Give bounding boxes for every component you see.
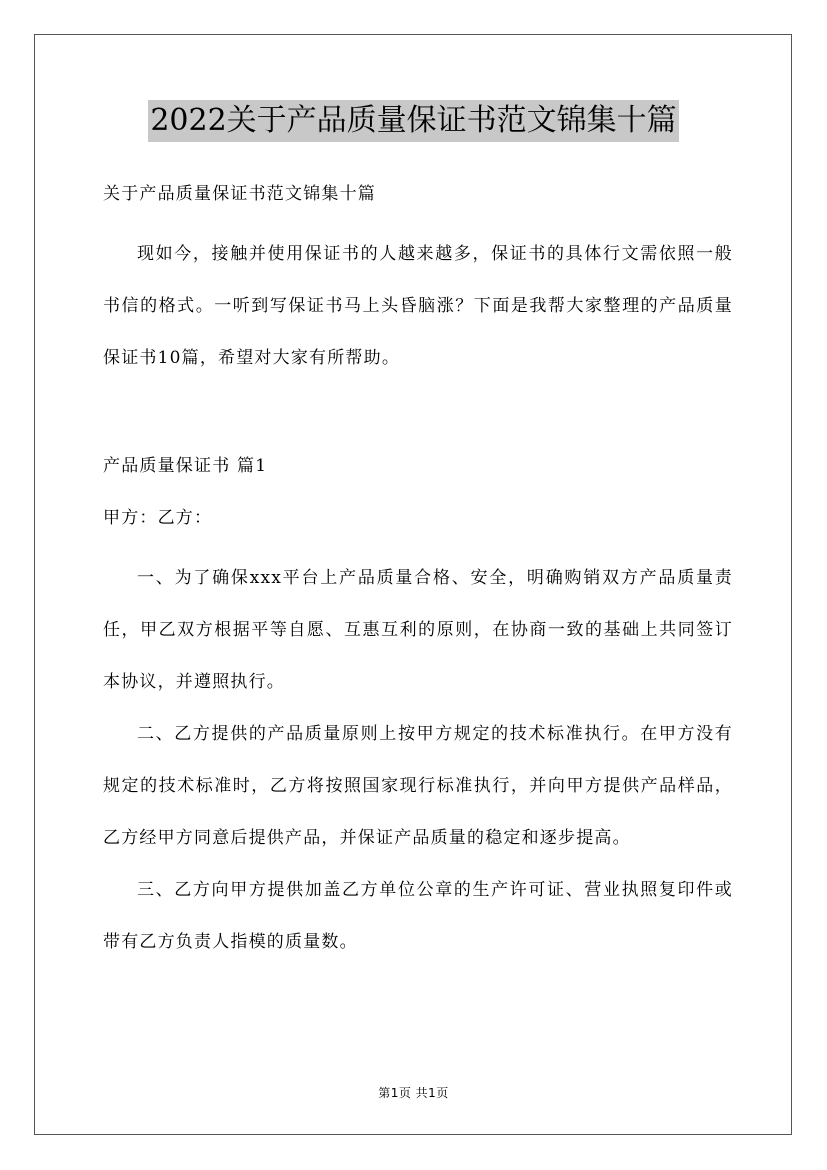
- page-footer: 第1页 共1页: [378, 1086, 449, 1100]
- document-title: 2022关于产品质量保证书范文锦集十篇: [148, 100, 678, 142]
- section-heading: 产品质量保证书 篇1: [103, 456, 268, 476]
- intro-paragraph: 现如今，接触并使用保证书的人越来越多，保证书的具体行文需依照一般书信的格式。一听到写保证书马上头昏脑涨？下面是我帮大家整理的产品质量保证书10篇，希望对大家有所帮助。: [103, 244, 733, 368]
- title-container: [0, 100, 827, 142]
- clause-1: 一、为了确保xxx平台上产品质量合格、安全，明确购销双方产品质量责任，甲乙双方根据平等自愿、互惠互利的原则，在协商一致的基础上共同签订本协议，并遵照执行。: [103, 568, 733, 692]
- clause-3: 三、乙方向甲方提供加盖乙方单位公章的生产许可证、营业执照复印件或带有乙方负责人指模的质量数。: [103, 880, 733, 952]
- parties-line: 甲方：乙方：: [103, 508, 213, 528]
- document-body: [103, 176, 733, 968]
- clause-2: 二、乙方提供的产品质量原则上按甲方规定的技术标准执行。在甲方没有规定的技术标准时，乙方将按照国家现行标准执行，并向甲方提供产品样品，乙方经甲方同意后提供产品，并保证产品质量的稳定和逐步提高。: [103, 724, 733, 848]
- document-subtitle: 关于产品质量保证书范文锦集十篇: [103, 184, 376, 204]
